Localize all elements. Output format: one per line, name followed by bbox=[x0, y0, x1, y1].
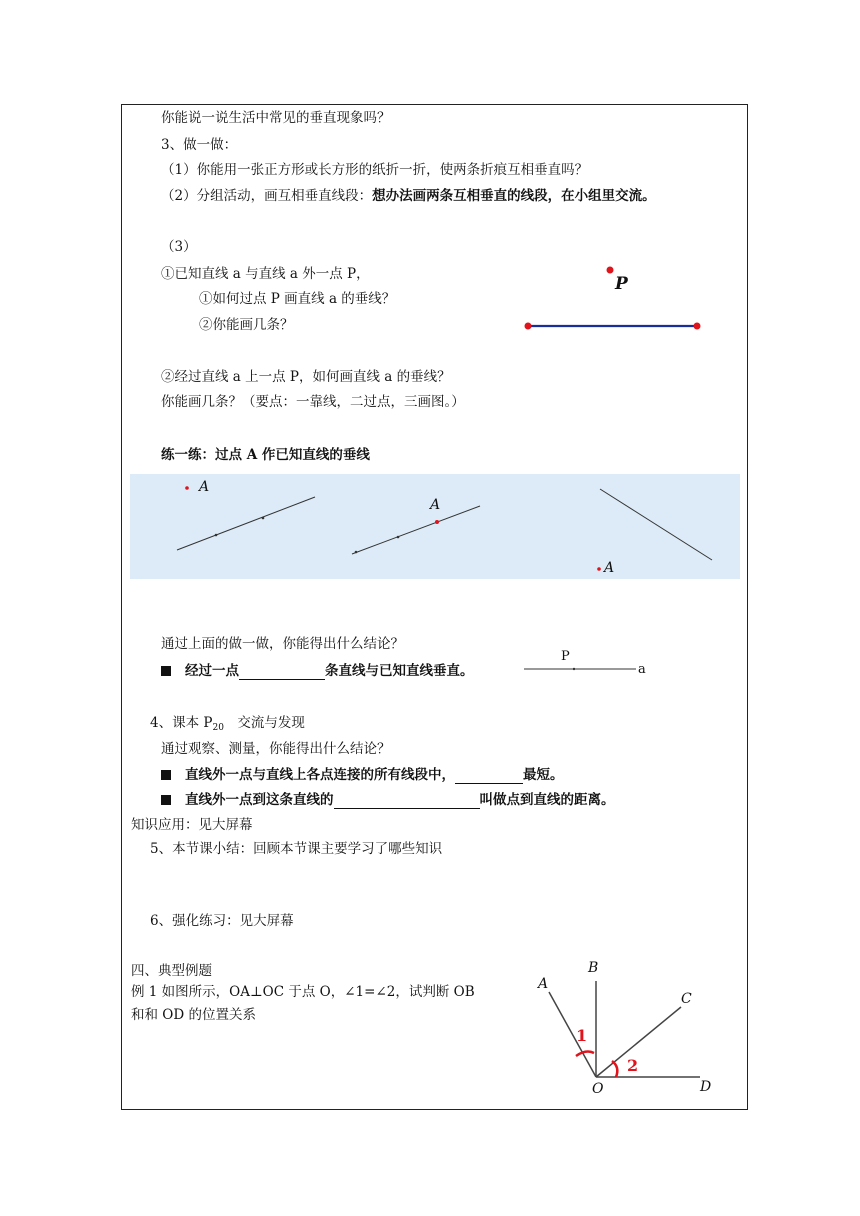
bullet-1-blank bbox=[239, 665, 325, 680]
line-a-label: a bbox=[638, 662, 646, 677]
section-3-title: 3、做一做： bbox=[161, 137, 238, 153]
bullet-square bbox=[161, 795, 171, 805]
practice-1-label-a: A bbox=[199, 479, 210, 495]
bullet-2-text-b: 最短。 bbox=[523, 767, 564, 783]
item-2-bold: 想办法画两条互相垂直的线段，在小组里交流。 bbox=[372, 188, 656, 204]
point-p-dot bbox=[607, 267, 614, 274]
practice-2-tick bbox=[397, 536, 400, 539]
practice-2-line bbox=[352, 506, 480, 554]
bullet-3-text-b: 叫做点到直线的距离。 bbox=[479, 792, 615, 808]
bullet-square bbox=[161, 770, 171, 780]
bullet-3-text-a: 直线外一点到这条直线的 bbox=[185, 792, 334, 808]
angle-figure bbox=[530, 955, 720, 1105]
section-5: 5、本节课小结：回顾本节课主要学习了哪些知识 bbox=[150, 841, 443, 857]
task-2: ②经过直线 a 上一点 P，如何画直线 a 的垂线？ bbox=[161, 369, 451, 385]
bullet-square bbox=[161, 666, 171, 676]
practice-1-tick bbox=[262, 517, 265, 520]
bullet-2 bbox=[161, 766, 564, 784]
section-4-label: 4、课本 P bbox=[150, 715, 213, 731]
section-4-page-sub: 20 bbox=[212, 723, 224, 733]
practice-1-line bbox=[177, 497, 315, 550]
practice-1-tick bbox=[215, 534, 218, 537]
label-a: A bbox=[538, 976, 549, 992]
bullet-2-text-a: 直线外一点与直线上各点连接的所有线段中， bbox=[185, 767, 455, 783]
example-1-line-2: 和和 OD 的位置关系 bbox=[131, 1007, 256, 1023]
practice-figures bbox=[130, 474, 740, 579]
label-b: B bbox=[588, 960, 599, 976]
task-1-question-a: ①如何过点 P 画直线 a 的垂线？ bbox=[199, 291, 396, 307]
task-2-question: 你能画几条？（要点：一靠线，二过点，三画图。） bbox=[161, 394, 465, 410]
practice-3-point-a bbox=[597, 567, 601, 571]
section-four-title: 四、典型例题 bbox=[131, 963, 212, 979]
bullet-3 bbox=[161, 791, 615, 809]
example-1-line-1: 例 1 如图所示，OA⊥OC 于点 O，∠1=∠2，试判断 OB bbox=[131, 984, 475, 1000]
section-4-rest: 交流与发现 bbox=[223, 715, 305, 731]
section-4-question: 通过观察、测量，你能得出什么结论？ bbox=[161, 741, 391, 757]
practice-2-label-a: A bbox=[430, 497, 441, 513]
practice-3-line bbox=[600, 489, 712, 560]
ray-oc bbox=[596, 1007, 681, 1077]
point-on-line bbox=[573, 668, 575, 670]
item-2-prefix: （2）分组活动，画互相垂直线段： bbox=[161, 188, 373, 204]
line-point-label: P bbox=[561, 649, 570, 664]
practice-2-point-a bbox=[435, 520, 439, 524]
section-3-item-1: （1）你能用一张正方形或长方形的纸折一折，使两条折痕互相垂直吗？ bbox=[161, 162, 589, 178]
segment-endpoint-left bbox=[525, 323, 532, 330]
section-3-item-3: （3） bbox=[161, 239, 197, 255]
bullet-1-text-b: 条直线与已知直线垂直。 bbox=[325, 663, 474, 679]
practice-2-tick bbox=[355, 551, 358, 554]
conclusion-question: 通过上面的做一做，你能得出什么结论？ bbox=[161, 636, 404, 652]
practice-1-point-a bbox=[185, 486, 189, 490]
label-d: D bbox=[700, 1079, 712, 1095]
ray-oa bbox=[549, 992, 596, 1077]
practice-3-label-a: A bbox=[604, 560, 615, 576]
section-3-item-2 bbox=[161, 187, 656, 205]
label-c: C bbox=[681, 991, 692, 1007]
segment-endpoint-right bbox=[694, 323, 701, 330]
bullet-3-blank bbox=[334, 794, 480, 809]
angle-2-label: 2 bbox=[627, 1056, 639, 1075]
bullet-1 bbox=[161, 662, 474, 680]
line-with-point-figure bbox=[524, 664, 639, 674]
angle-1-arc bbox=[576, 1052, 594, 1056]
task-1: ①已知直线 a 与直线 a 外一点 P， bbox=[161, 266, 370, 282]
angle-1-label: 1 bbox=[576, 1026, 588, 1045]
section-6: 6、强化练习：见大屏幕 bbox=[150, 913, 294, 929]
intro-question: 你能说一说生活中常见的垂直现象吗？ bbox=[161, 110, 391, 126]
knowledge-application: 知识应用：见大屏幕 bbox=[131, 817, 253, 833]
point-p-label: P bbox=[615, 274, 628, 294]
bullet-1-text-a: 经过一点 bbox=[185, 663, 239, 679]
practice-title: 练一练：过点 A 作已知直线的垂线 bbox=[161, 447, 370, 463]
section-4-title bbox=[150, 714, 305, 737]
label-o: O bbox=[592, 1081, 604, 1097]
bullet-2-blank bbox=[455, 769, 523, 784]
task-1-question-b: ②你能画几条？ bbox=[199, 317, 294, 333]
